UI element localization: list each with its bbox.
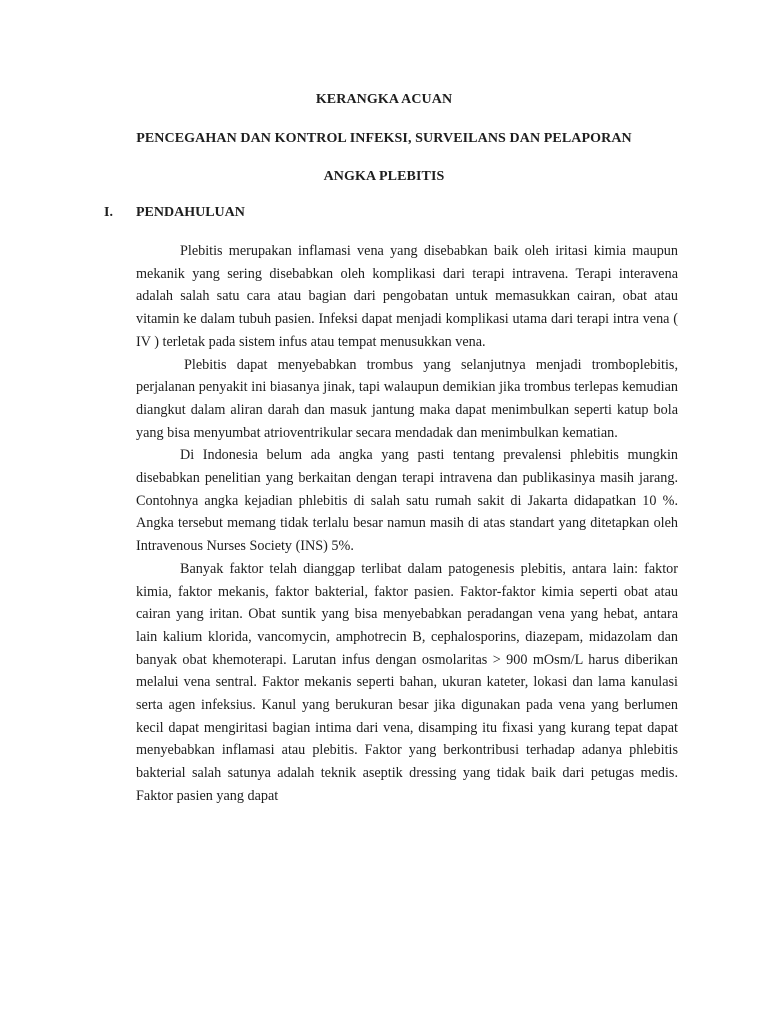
section-title: PENDAHULUAN bbox=[136, 205, 245, 220]
document-subtitle: PENCEGAHAN DAN KONTROL INFEKSI, SURVEILANS DAN PELAPORAN bbox=[136, 131, 632, 146]
document-title: KERANGKA ACUAN bbox=[315, 92, 453, 107]
paragraph-4: Banyak faktor telah dianggap terlibat dalam patogenesis plebitis, antara lain: faktor kimia, faktor mekanis, faktor bakterial, faktor pasien. Faktor-faktor kimia seperti obat atau cairan yang iritan. Obat suntik yang bisa menyebabkan peradangan vena yang hebat, antara lain kalium klorida, vancomycin, amphotrecin B, cephalosporins, diazepam, midazolam dan banyak obat khemoterapi. Larutan infus dengan osmolaritas > 900 mOsm/L harus diberikan melalui vena sentral. Faktor mekanis seperti bahan, ukuran kateter, lokasi dan lama kanulasi serta agen infeksius. Kanul yang berukuran besar jika digunakan pada vena yang berlumen kecil dapat mengiritasi bagian intima dari vena, disamping itu fixasi yang kurang tepat dapat menyebabkan inflamasi atau plebitis. Faktor yang berkontribusi terhadap adanya phlebitis bakterial salah satunya adalah teknik aseptik dressing yang tidak baik dari petugas medis. Faktor pasien yang dapat bbox=[136, 560, 678, 804]
paragraph-1: Plebitis merupakan inflamasi vena yang disebabkan baik oleh iritasi kimia maupun mekanik yang sering disebabkan oleh komplikasi dari terapi intravena. Terapi interavena adalah salah satu cara atau bagian dari pengobatan untuk memasukkan cairan, obat atau vitamin ke dalam tubuh pasien. Infeksi dapat menjadi komplikasi utama dari terapi intra vena ( IV ) terletak pada sistem infus atau tempat menusukkan vena. bbox=[136, 243, 678, 350]
body-text bbox=[136, 240, 678, 808]
paragraph-3: Di Indonesia belum ada angka yang pasti tentang prevalensi phlebitis mungkin disebabkan penelitian yang berkaitan dengan terapi intravena dan publikasinya masih jarang. Contohnya angka kejadian phlebitis di salah satu rumah sakit di Jakarta didapatkan 10 %. Angka tersebut memang tidak terlalu besar namun masih di atas standart yang ditetapkan oleh Intravenous Nurses Society (INS) 5%. bbox=[136, 447, 678, 555]
paragraph-2: Plebitis dapat menyebabkan trombus yang selanjutnya menjadi tromboplebitis, perjalanan penyakit ini biasanya jinak, tapi walaupun demikian jika trombus terlepas kemudian diangkut dalam aliran darah dan masuk jantung maka dapat menimbulkan seperti katup bola yang bisa menyumbat atrioventrikular secara mendadak dan menimbulkan kematian. bbox=[136, 356, 678, 441]
section-heading bbox=[104, 205, 245, 221]
document-subtitle-line-2: ANGKA PLEBITIS bbox=[323, 169, 445, 184]
section-number: I. bbox=[104, 205, 113, 220]
